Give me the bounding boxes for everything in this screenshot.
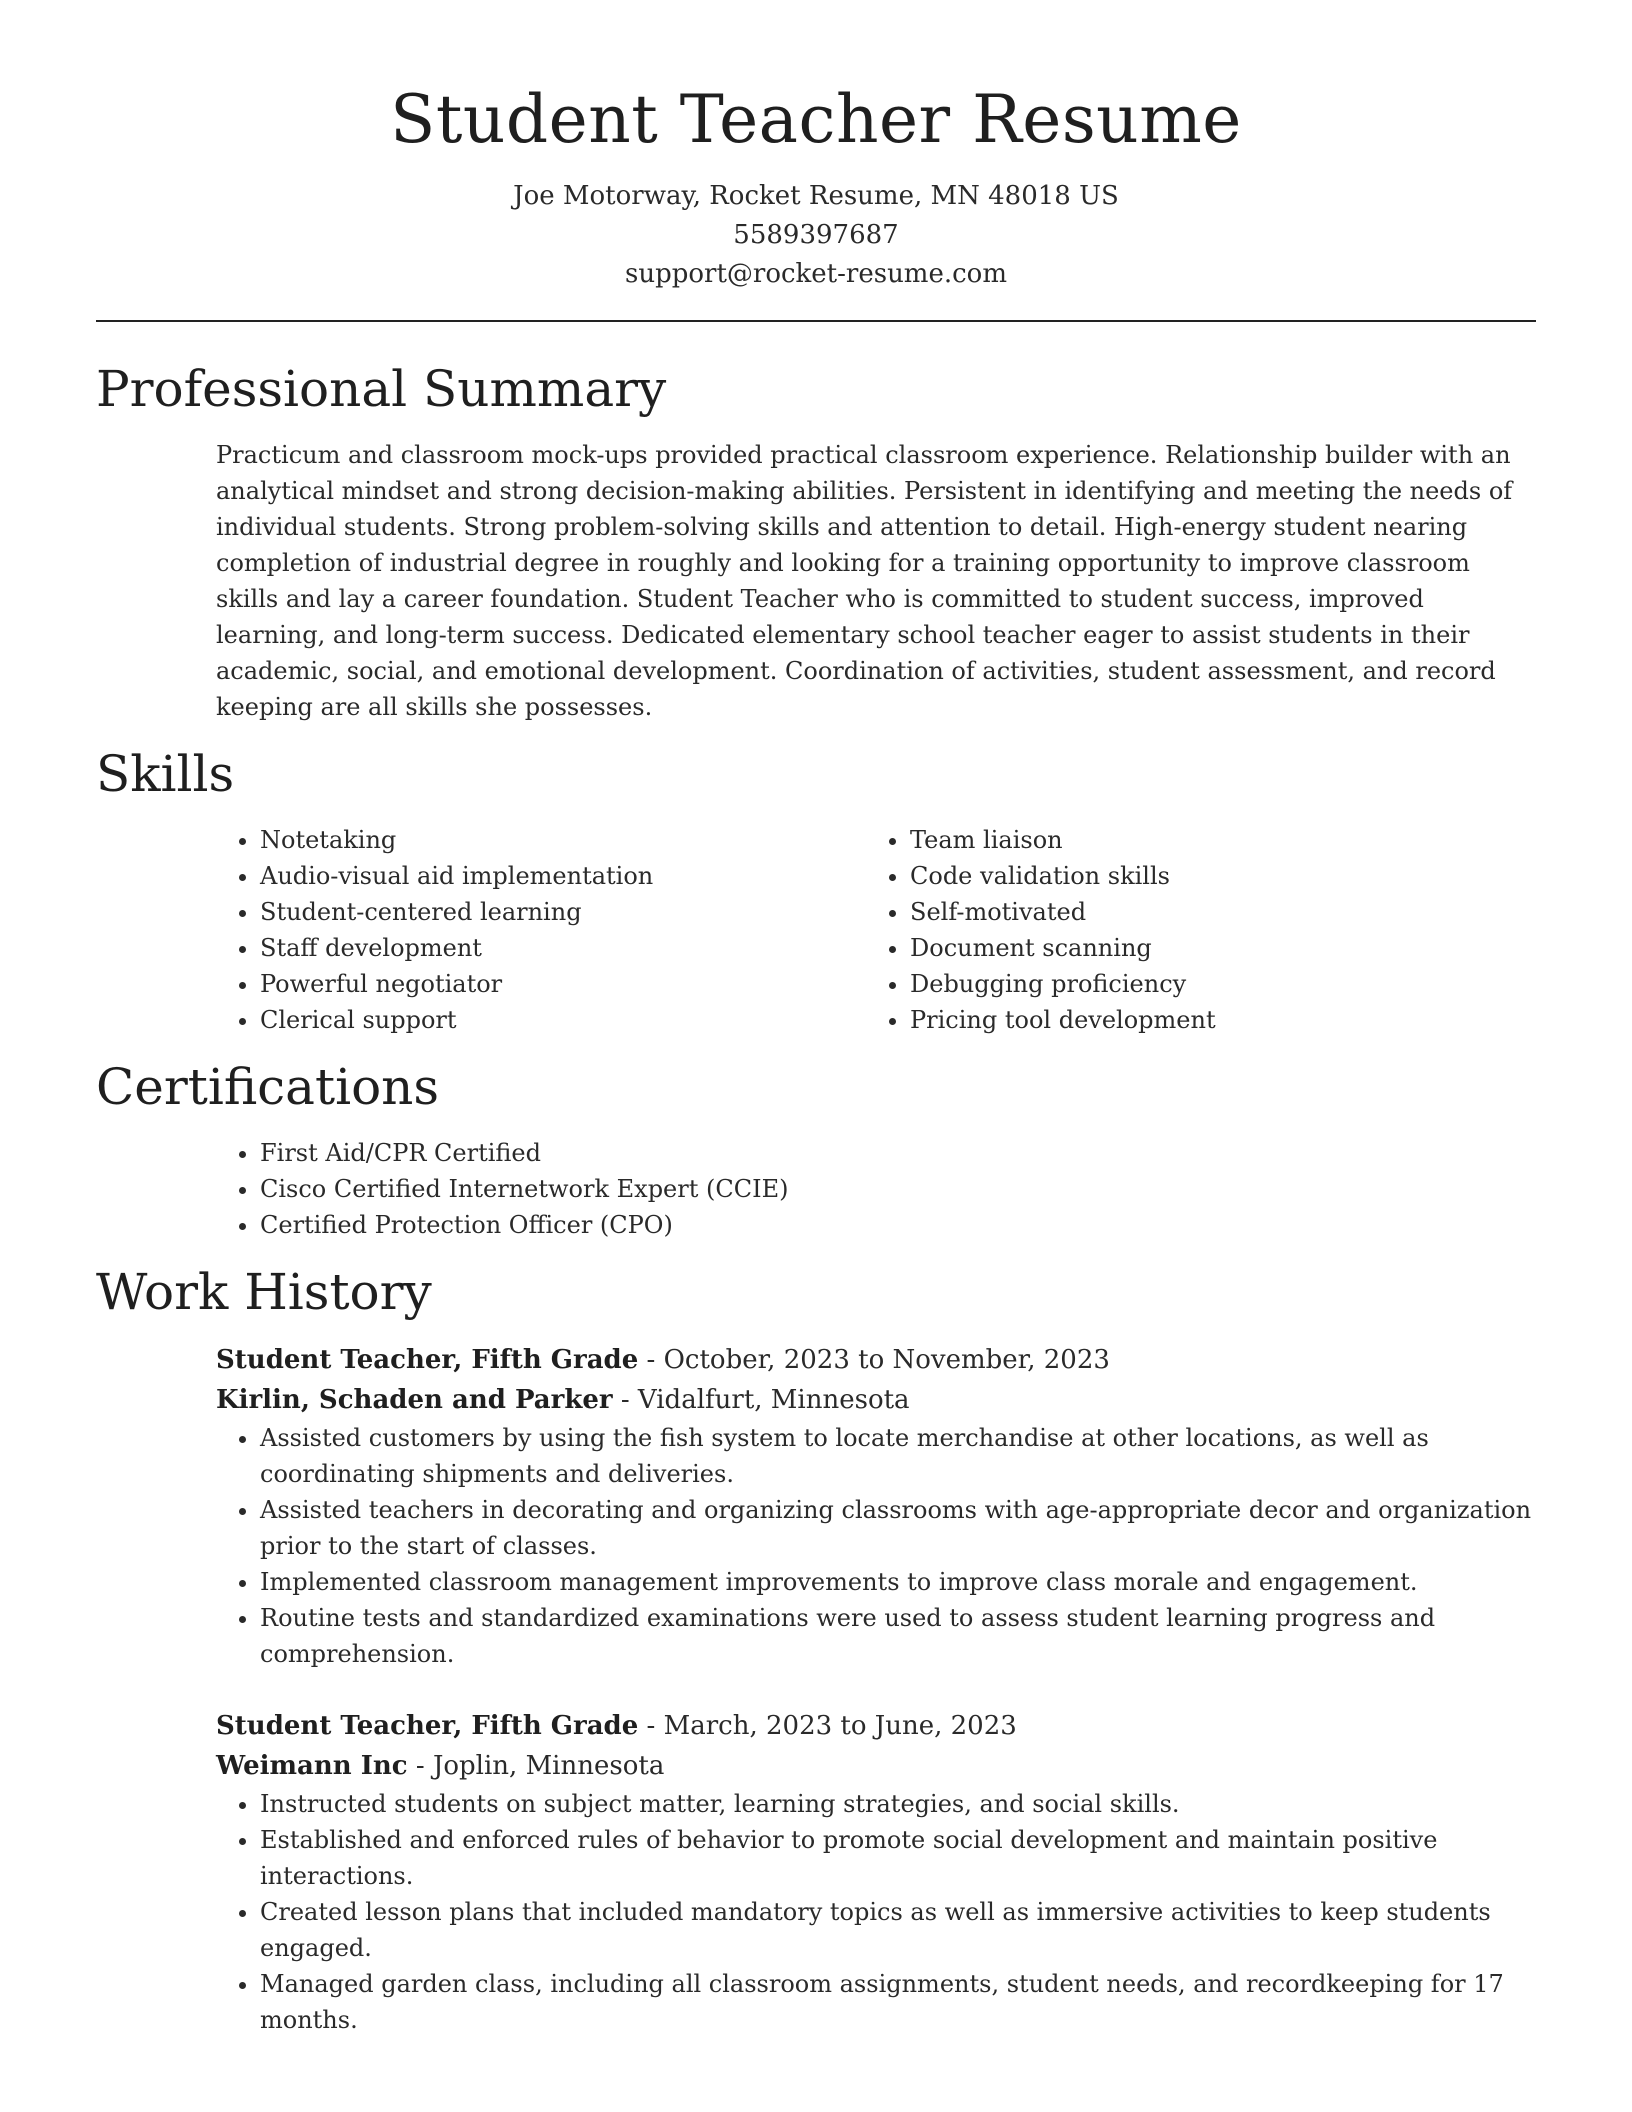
skill-item: • Self-motivated	[910, 894, 1516, 930]
job-entry	[216, 1340, 1536, 1672]
certification-item: • Certified Protection Officer (CPO)	[260, 1207, 1536, 1243]
job-company-line	[216, 1380, 1536, 1420]
certifications-list	[216, 1135, 1536, 1243]
certification-item: • First Aid/CPR Certified	[260, 1135, 1536, 1171]
job-duty: • Implemented classroom management improvements to improve class morale and engagement.	[260, 1564, 1536, 1600]
certifications-section	[96, 1060, 1536, 1243]
skill-item: • Audio-visual aid implementation	[260, 858, 866, 894]
work-history-section	[96, 1265, 1536, 2038]
skill-item: • Student-centered learning	[260, 894, 866, 930]
job-title: Student Teacher, Fifth Grade	[216, 1711, 639, 1742]
certifications-heading: Certifications	[96, 1058, 440, 1117]
job-duty: • Created lesson plans that included mandatory topics as well as immersive activities to keep students engaged.	[260, 1894, 1536, 1966]
skills-right-column	[866, 822, 1516, 1038]
certifications-list-wrap	[216, 1135, 1536, 1243]
resume-header	[96, 80, 1536, 294]
summary-section	[96, 362, 1536, 725]
job-entry	[216, 1706, 1536, 2038]
job-company-line	[216, 1746, 1536, 1786]
skills-heading: Skills	[96, 745, 235, 804]
work-history-heading: Work History	[96, 1263, 432, 1322]
contact-email: support@rocket-resume.com	[624, 259, 1007, 290]
skills-left-column	[216, 822, 866, 1038]
job-duty: • Assisted customers by using the fish system to locate merchandise at other locations, as well as coordinating shipments and deliveries.	[260, 1420, 1536, 1492]
header-divider	[96, 320, 1536, 322]
summary-heading: Professional Summary	[96, 360, 667, 419]
skill-item: • Staff development	[260, 930, 866, 966]
skills-grid	[216, 822, 1536, 1038]
summary-text: Practicum and classroom mock-ups provided practical classroom experience. Relationship builder with an analytical mindset and strong decision-making abilities. Persistent in identifying and meeting the needs of individual students. Strong problem-solving skills and attention to detail. High-energy student nearing completion of industrial degree in roughly and looking for a training opportunity to improve classroom skills and lay a career foundation. Student Teacher who is committed to student success, improved learning, and long-term success. Dedicated elementary school teacher eager to assist students in their academic, social, and emotional development. Coordination of activities, student assessment, and record keeping are all skills she possesses.	[216, 441, 1513, 722]
job-dates: - March, 2023 to June, 2023	[638, 1711, 1017, 1742]
contact-address: Joe Motorway, Rocket Resume, MN 48018 US	[513, 181, 1119, 212]
skill-item: • Team liaison	[910, 822, 1516, 858]
skill-item: • Clerical support	[260, 1002, 866, 1038]
job-duties-list	[216, 1786, 1536, 2038]
job-title-line	[216, 1340, 1536, 1380]
job-title: Student Teacher, Fifth Grade	[216, 1345, 639, 1376]
skill-item: • Document scanning	[910, 930, 1516, 966]
skills-section	[96, 747, 1536, 1038]
job-location: - Vidalfurt, Minnesota	[612, 1385, 910, 1416]
skill-item: • Pricing tool development	[910, 1002, 1516, 1038]
job-duty: • Managed garden class, including all classroom assignments, student needs, and recordkeeping for 17 months.	[260, 1966, 1536, 2038]
job-dates: - October, 2023 to November, 2023	[638, 1345, 1110, 1376]
job-duty: • Assisted teachers in decorating and organizing classrooms with age-appropriate decor and organization prior to the start of classes.	[260, 1492, 1536, 1564]
job-duty: • Instructed students on subject matter, learning strategies, and social skills.	[260, 1786, 1536, 1822]
certification-item: • Cisco Certified Internetwork Expert (CCIE)	[260, 1171, 1536, 1207]
job-duty: • Established and enforced rules of behavior to promote social development and maintain positive interactions.	[260, 1822, 1536, 1894]
job-duty: • Routine tests and standardized examinations were used to assess student learning progress and comprehension.	[260, 1600, 1536, 1672]
contact-phone: 5589397687	[733, 220, 899, 251]
job-duties-list	[216, 1420, 1536, 1672]
resume-title: Student Teacher Resume	[390, 81, 1242, 158]
skill-item: • Powerful negotiator	[260, 966, 866, 1002]
skill-item: • Notetaking	[260, 822, 866, 858]
resume-page	[96, 80, 1536, 2072]
skill-item: • Debugging proficiency	[910, 966, 1516, 1002]
job-location: - Joplin, Minnesota	[407, 1751, 665, 1782]
job-company: Kirlin, Schaden and Parker	[216, 1385, 613, 1416]
job-title-line	[216, 1706, 1536, 1746]
job-company: Weimann Inc	[216, 1751, 408, 1782]
contact-info	[96, 177, 1536, 294]
skill-item: • Code validation skills	[910, 858, 1516, 894]
